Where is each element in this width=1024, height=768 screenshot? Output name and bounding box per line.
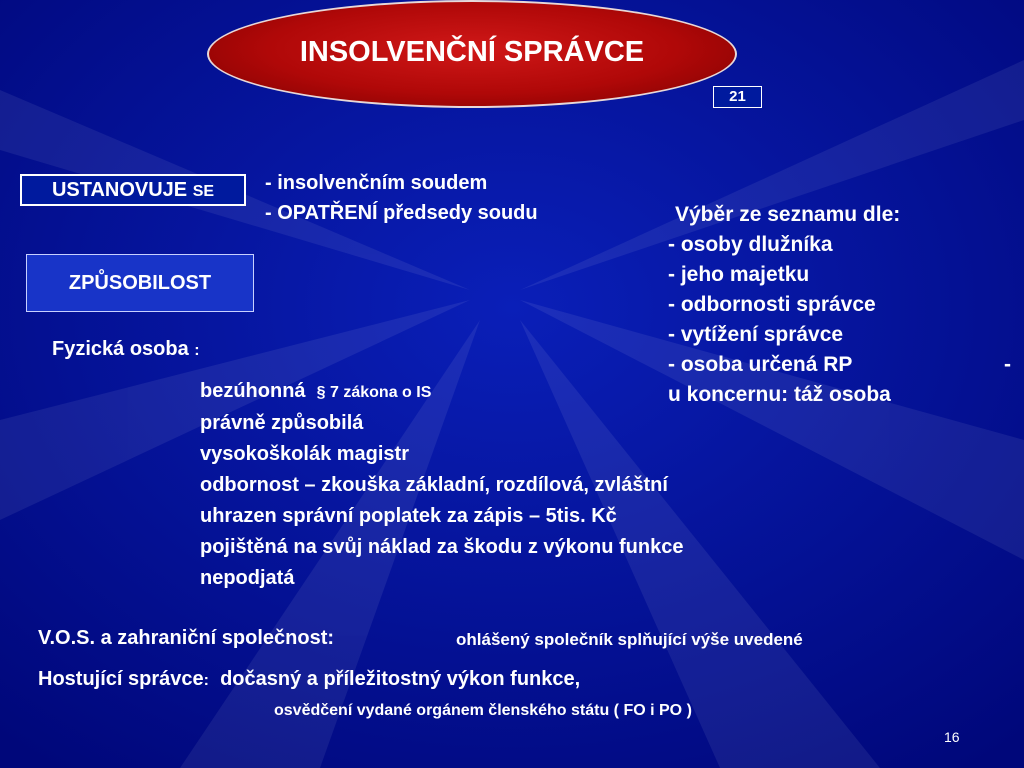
requirement-item: vysokoškolák magistr xyxy=(200,443,409,465)
reference-badge: 21 xyxy=(713,86,762,108)
appointed-by-chairman: - OPATŘENÍ předsedy soudu xyxy=(265,202,538,224)
ustanovuje-label: USTANOVUJE xyxy=(51,179,188,201)
requirement-item xyxy=(200,376,683,408)
selection-list xyxy=(668,200,900,410)
requirement-bezuhonna: bezúhonná xyxy=(200,380,306,402)
selection-item: - vytížení správce xyxy=(668,323,844,346)
requirements-list xyxy=(200,376,683,594)
fyzicka-osoba-colon: : xyxy=(194,342,200,359)
zpusobilost-box: ZPŮSOBILOST xyxy=(26,254,254,312)
fyzicka-osoba-heading xyxy=(52,338,200,361)
requirement-item: nepodjatá xyxy=(200,567,295,589)
selection-concern: u koncernu: táž osoba xyxy=(668,383,891,406)
slide-title: INSOLVENČNÍ SPRÁVCE xyxy=(299,36,645,68)
requirement-item: uhrazen správní poplatek za zápis – 5tis. Kč xyxy=(200,505,617,527)
host-note: osvědčení vydané orgánem členského státu ( FO i PO ) xyxy=(274,702,692,719)
selection-item: - jeho majetku xyxy=(668,263,810,286)
requirement-item: odbornost – zkouška základní, rozdílová, zvláštní xyxy=(200,474,668,496)
selection-heading: Výběr ze seznamu dle: xyxy=(675,203,901,226)
vos-text: ohlášený společník splňující výše uvedené xyxy=(456,630,803,649)
selection-item: - odbornosti správce xyxy=(668,293,876,316)
fyzicka-osoba-label: Fyzická osoba xyxy=(52,338,189,360)
host-line xyxy=(38,668,580,691)
host-text: dočasný a příležitostný výkon funkce, xyxy=(220,668,581,690)
selection-trailing-dash: - xyxy=(1004,353,1011,376)
requirement-item: právně způsobilá xyxy=(200,412,364,434)
requirement-law-note: § 7 zákona o IS xyxy=(316,384,432,401)
host-colon: : xyxy=(203,672,209,689)
selection-item: - osoby dlužníka xyxy=(668,233,833,256)
appointed-by-court: - insolvenčním soudem xyxy=(265,172,488,194)
vos-label: V.O.S. a zahraniční společnost: xyxy=(38,627,335,649)
ustanovuje-box xyxy=(20,174,246,206)
selection-item: - osoba určená RP xyxy=(668,353,853,376)
ustanovuje-suffix: SE xyxy=(192,183,215,200)
page-number: 16 xyxy=(944,729,960,745)
requirement-item: pojištěná na svůj náklad za škodu z výkonu funkce xyxy=(200,536,684,558)
appointed-by-list xyxy=(265,168,538,228)
host-label: Hostující správce xyxy=(38,668,204,690)
